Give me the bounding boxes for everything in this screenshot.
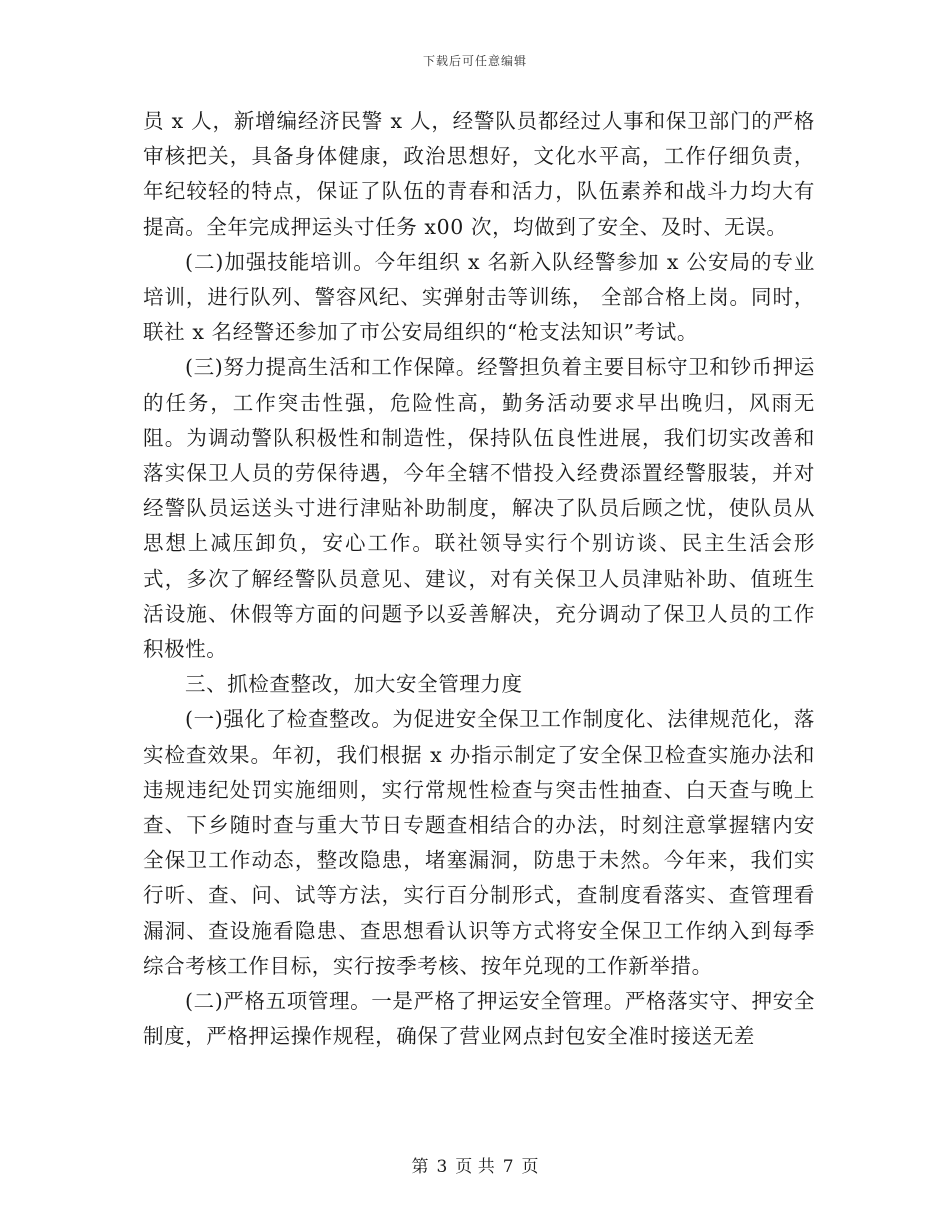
page-footer (0, 1152, 950, 1177)
paragraph: (二)加强技能培训。今年组织 x 名新入队经警参加 x 公安局的专业培训，进行队列、警容风纪、实弹射击等训练， 全部合格上岗。同时，联社 x 名经警还参加了市公安局组织的“枪支法知识”考试。 (143, 249, 815, 345)
footer-total-pages: 7 (502, 1157, 514, 1177)
section-heading: 三、抓检查整改，加大安全管理力度 (185, 672, 523, 697)
footer-middle: 页 共 (455, 1157, 495, 1177)
footer-page-number: 3 (436, 1157, 448, 1177)
paragraph: (三)努力提高生活和工作保障。经警担负着主要目标守卫和钞币押运的任务，工作突击性强，危险性高，勤务活动要求早出晚归，风雨无阻。为调动警队积极性和制造性，保持队伍良性进展，我们切实改善和落实保卫人员的劳保待遇，今年全辖不惜投入经费添置经警服装，并对经警队员运送头寸进行津贴补助制度，解决了队员后顾之忧，使队员从思想上减压卸负，安心工作。联社领导实行个别访谈、民主生活会形式，多次了解经警队员意见、建议，对有关保卫人员津贴补助、值班生活设施、休假等方面的问题予以妥善解决，充分调动了保卫人员的工作积极性。 (143, 355, 815, 662)
page-header: 下载后可任意编辑 (422, 54, 527, 68)
footer-suffix: 页 (521, 1157, 539, 1177)
document-body (143, 104, 815, 1054)
paragraph: (二)严格五项管理。一是严格了押运安全管理。严格落实守、押安全制度，严格押运操作规程，确保了营业网点封包安全准时接送无差 (143, 989, 815, 1049)
paragraph: 员 x 人，新增编经济民警 x 人，经警队员都经过人事和保卫部门的严格审核把关，具备身体健康，政治思想好，文化水平高，工作仔细负责， 年纪较轻的特点，保证了队伍的青春和活力，队伍素养和战斗力均大有提高。全年完成押运头寸任务 x00 次，均做到了安全、及时、无误。 (143, 109, 815, 239)
paragraph: (一)强化了检查整改。为促进安全保卫工作制度化、法律规范化，落实检查效果。年初，我们根据 x 办指示制定了安全保卫检查实施办法和违规违纪处罚实施细则，实行常规性检查与突击性抽查、白天查与晚上查、下乡随时查与重大节日专题查相结合的办法，时刻注意掌握辖内安全保卫工作动态，整改隐患，堵塞漏洞，防患于未然。今年来，我们实行听、查、问、试等方法，实行百分制形式，查制度看落实、查管理看漏洞、查设施看隐患、查思想看认识等方式将安全保卫工作纳入到每季综合考核工作目标，实行按季考核、按年兑现的工作新举措。 (143, 707, 815, 978)
footer-prefix: 第 (411, 1157, 429, 1177)
